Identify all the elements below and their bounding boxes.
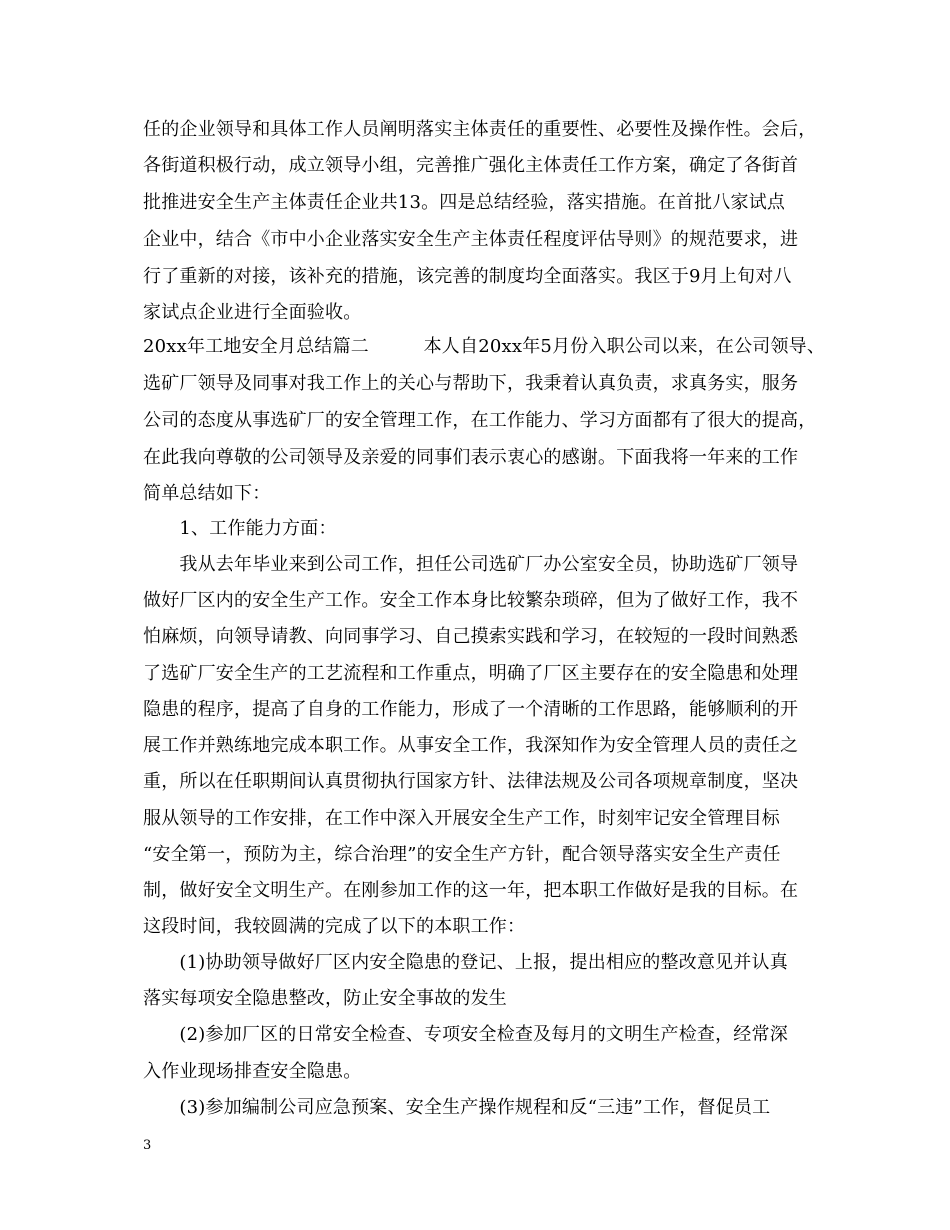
text-line: 简单总结如下：	[143, 483, 271, 504]
text-line: 行了重新的对接，该补充的措施，该完善的制度均全面落实。我区于9月上旬对八	[143, 266, 792, 287]
text-line: 企业中，结合《市中小企业落实安全生产主体责任程度评估导则》的规范要求，进	[143, 229, 799, 250]
text-line: 隐患的程序，提高了自身的工作能力，形成了一个清晰的工作思路，能够顺利的开	[143, 699, 799, 720]
text-line: “安全第一，预防为主，综合治理”的安全生产方针，配合领导落实安全生产责任	[143, 844, 781, 865]
text-line: 公司的态度从事选矿厂的安全管理工作，在工作能力、学习方面都有了很大的提高，	[143, 410, 817, 431]
list-item-line: (2)参加厂区的日常安全检查、专项安全检查及每月的文明生产检查，经常深	[143, 1024, 788, 1045]
subheading-line: 1、工作能力方面：	[143, 518, 337, 539]
text-line: 了选矿厂安全生产的工艺流程和工作重点，明确了厂区主要存在的安全隐患和处理	[143, 663, 799, 684]
text-line: 落实每项安全隐患整改，防止安全事故的发生	[143, 988, 507, 1009]
text-line: 服从领导的工作安排，在工作中深入开展安全生产工作，时刻牢记安全管理目标	[143, 808, 780, 829]
text-line: 这段时间，我较圆满的完成了以下的本职工作：	[143, 916, 526, 937]
list-item-line: (3)参加编制公司应急预案、安全生产操作规程和反“三违”工作，督促员工	[143, 1097, 771, 1118]
text-line: 做好厂区内的安全生产工作。安全工作本身比较繁杂琐碎，但为了做好工作，我不	[143, 590, 799, 611]
page-number: 3	[143, 1138, 152, 1153]
text-line: 我从去年毕业来到公司工作，担任公司选矿厂办公室安全员，协助选矿厂领导	[143, 554, 799, 575]
list-item-line: (1)协助领导做好厂区内安全隐患的登记、上报，提出相应的整改意见并认真	[143, 952, 788, 973]
text-line: 怕麻烦，向领导请教、向同事学习、自己摸索实践和学习，在较短的一段时间熟悉	[143, 626, 799, 647]
text-line: 入作业现场排查安全隐患。	[143, 1061, 362, 1082]
text-line: 各街道积极行动，成立领导小组，完善推广强化主体责任工作方案，确定了各街首	[143, 155, 799, 176]
text-line: 任的企业领导和具体工作人员阐明落实主体责任的重要性、必要性及操作性。会后，	[143, 119, 817, 140]
text-line: 重，所以在任职期间认真贯彻执行国家方针、法律法规及公司各项规章制度，坚决	[143, 771, 799, 792]
text-line: 批推进安全生产主体责任企业共13。四是总结经验，落实措施。在首批八家试点	[143, 192, 786, 213]
section-heading-line: 20xx年工地安全月总结篇二 本人自20xx年5月份入职公司以来，在公司领导、	[143, 336, 826, 357]
text-line: 家试点企业进行全面验收。	[143, 302, 362, 323]
text-line: 在此我向尊敬的公司领导及亲爱的同事们表示衷心的感谢。下面我将一年来的工作	[143, 447, 799, 468]
text-line: 制，做好安全文明生产。在刚参加工作的这一年，把本职工作做好是我的目标。在	[143, 880, 799, 901]
text-line: 选矿厂领导及同事对我工作上的关心与帮助下，我秉着认真负责，求真务实，服务	[143, 373, 799, 394]
text-line: 展工作并熟练地完成本职工作。从事安全工作，我深知作为安全管理人员的责任之	[143, 735, 799, 756]
